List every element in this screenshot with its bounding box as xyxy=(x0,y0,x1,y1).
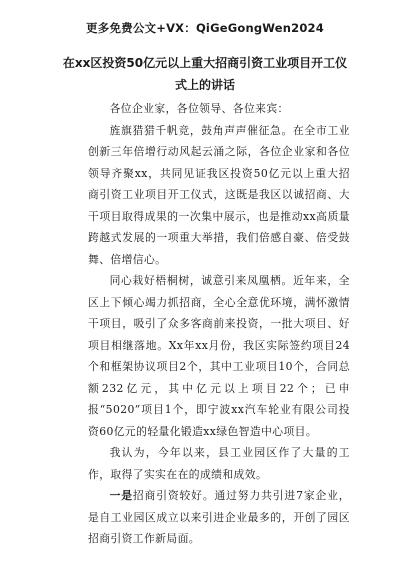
page-header: 更多免费公文+VX：QiGeGongWen2024 xyxy=(86,21,324,35)
point-one-lead: 一是 xyxy=(109,489,133,502)
paragraph-2: 同心栽好梧桐树，诚意引来凤凰栖。近年来，全区上下倾心竭力抓招商，全心全意优环境，满怀激情干项目，吸引了众多客商前来投资，一批大项目、好项目相继落地。Xx年xx月份，我区实际签约项目24个和框架协议项目2个，其中工业项目10个，合同总额232亿元，其中亿元以上项目22个；已申报“5020”项目1个，即宁波xx汽车轮业有限公司投资60亿元的轻量化锻造xx绿色智造中心项目。 xyxy=(88,274,350,438)
point-one-paragraph xyxy=(88,485,350,550)
paragraph-3: 我认为，今年以来，县工业园区作了大量的工作，取得了实实在在的成绩和成效。 xyxy=(88,446,350,481)
paragraph-1: 旌旗猎猎千帆竞，鼓角声声催征急。在全市工业创新三年倍增行动风起云涌之际，各位企业家和各位领导齐聚xx，共同见证我区投资50亿元以上重大招商引资工业项目开工仪式，这既是我区以诚招商、大干项目取得成果的一次集中展示，也是推动xx高质量跨越式发展的一项重大举措，我们倍感自豪、倍受鼓舞、倍增信心。 xyxy=(88,123,350,266)
document-title: 在xx区投资50亿元以上重大招商引资工业项目开工仪式上的讲话 xyxy=(62,56,348,92)
document-body xyxy=(88,98,350,550)
salutation: 各位企业家，各位领导、各位来宾： xyxy=(109,102,289,115)
point-one-text: 招商引资较好。通过努力共引进7家企业，是自工业园区成立以来引进企业最多的，开创了园区招商引资工作新局面。 xyxy=(88,489,350,545)
